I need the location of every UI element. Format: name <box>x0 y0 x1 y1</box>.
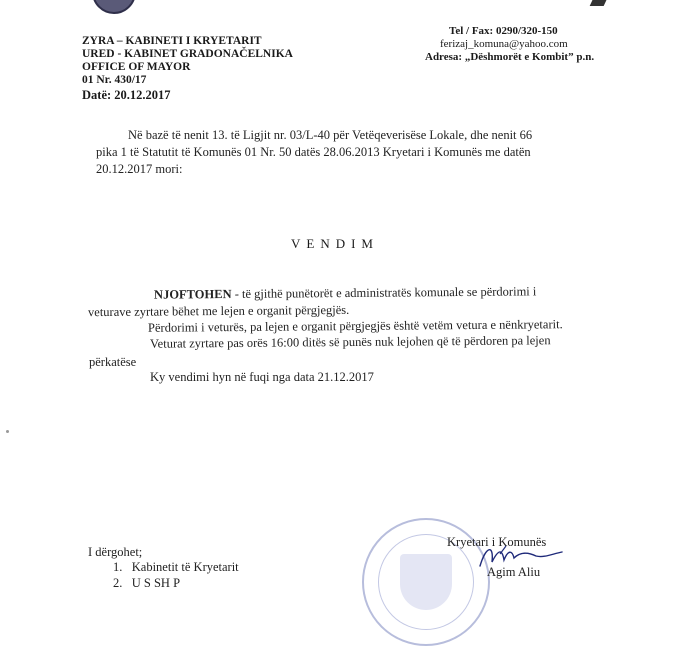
decision-line-4: Veturat zyrtare pas orës 16:00 ditës së punës nuk lejohen që të përdoren pa lejen <box>149 333 551 351</box>
decision-line-3: Përdorimi i veturës, pa lejen e organit përgjegjës është vetëm vetura e nënkryetarit. <box>147 317 563 335</box>
scan-speck <box>6 430 9 433</box>
list-item-text: Kabinetit të Kryetarit <box>131 560 239 574</box>
email: ferizaj_komuna@yahoo.com <box>440 38 568 50</box>
tel-fax: Tel / Fax: 0290/320-150 <box>449 25 558 37</box>
decision-line-1 <box>154 284 536 302</box>
address-value: „Dëshmorët e Kombit” p.n. <box>464 51 595 63</box>
letterhead-corner-mark <box>590 0 609 6</box>
decision-keyword: NJOFTOHEN <box>153 286 232 302</box>
office-name-albanian: ZYRA – KABINETI I KRYETARIT <box>82 35 262 47</box>
list-item <box>113 560 239 575</box>
decision-effective-date: Ky vendimi hyn në fuqi nga data 21.12.2017 <box>150 370 374 384</box>
intro-line-2: pika 1 të Statutit të Komunës 01 Nr. 50 datës 28.06.2013 Kryetari i Komunës me datën <box>96 145 531 159</box>
intro-line-3: 20.12.2017 mori: <box>96 162 183 176</box>
decision-line-2: veturave zyrtare bëhet me lejen e organit përgjegjës. <box>87 302 350 320</box>
list-item-number: 1. <box>113 560 123 574</box>
list-item-number: 2. <box>113 576 123 590</box>
list-item-text: U S SH P <box>131 576 181 590</box>
stamp-emblem-icon <box>400 554 452 610</box>
decision-line-1-rest: - të gjithë punëtorët e administratës komunale se përdorimi i <box>231 284 537 301</box>
document-date: Datë: 20.12.2017 <box>82 88 171 102</box>
intro-line-1: Në bazë të nenit 13. të Ligjit nr. 03/L-40 për Vetëqeverisëse Lokale, dhe nenit 66 <box>128 128 533 142</box>
distribution-label: I dërgohet; <box>88 545 143 559</box>
decision-line-5: përkatëse <box>89 355 137 369</box>
signatory-name: Agim Aliu <box>487 565 541 579</box>
office-name-english: OFFICE OF MAYOR <box>82 61 191 73</box>
signature-title: Kryetari i Komunës <box>447 535 547 549</box>
decision-title: VENDIM <box>291 236 379 251</box>
address <box>425 50 594 64</box>
address-label: Adresa: <box>425 51 463 63</box>
municipal-emblem-icon <box>92 0 136 14</box>
list-item <box>113 576 180 591</box>
letterhead-top-strip <box>290 0 370 2</box>
reference-number: 01 Nr. 430/17 <box>82 74 147 86</box>
office-name-serbian: URED - KABINET GRADONAČELNIKA <box>82 48 293 60</box>
